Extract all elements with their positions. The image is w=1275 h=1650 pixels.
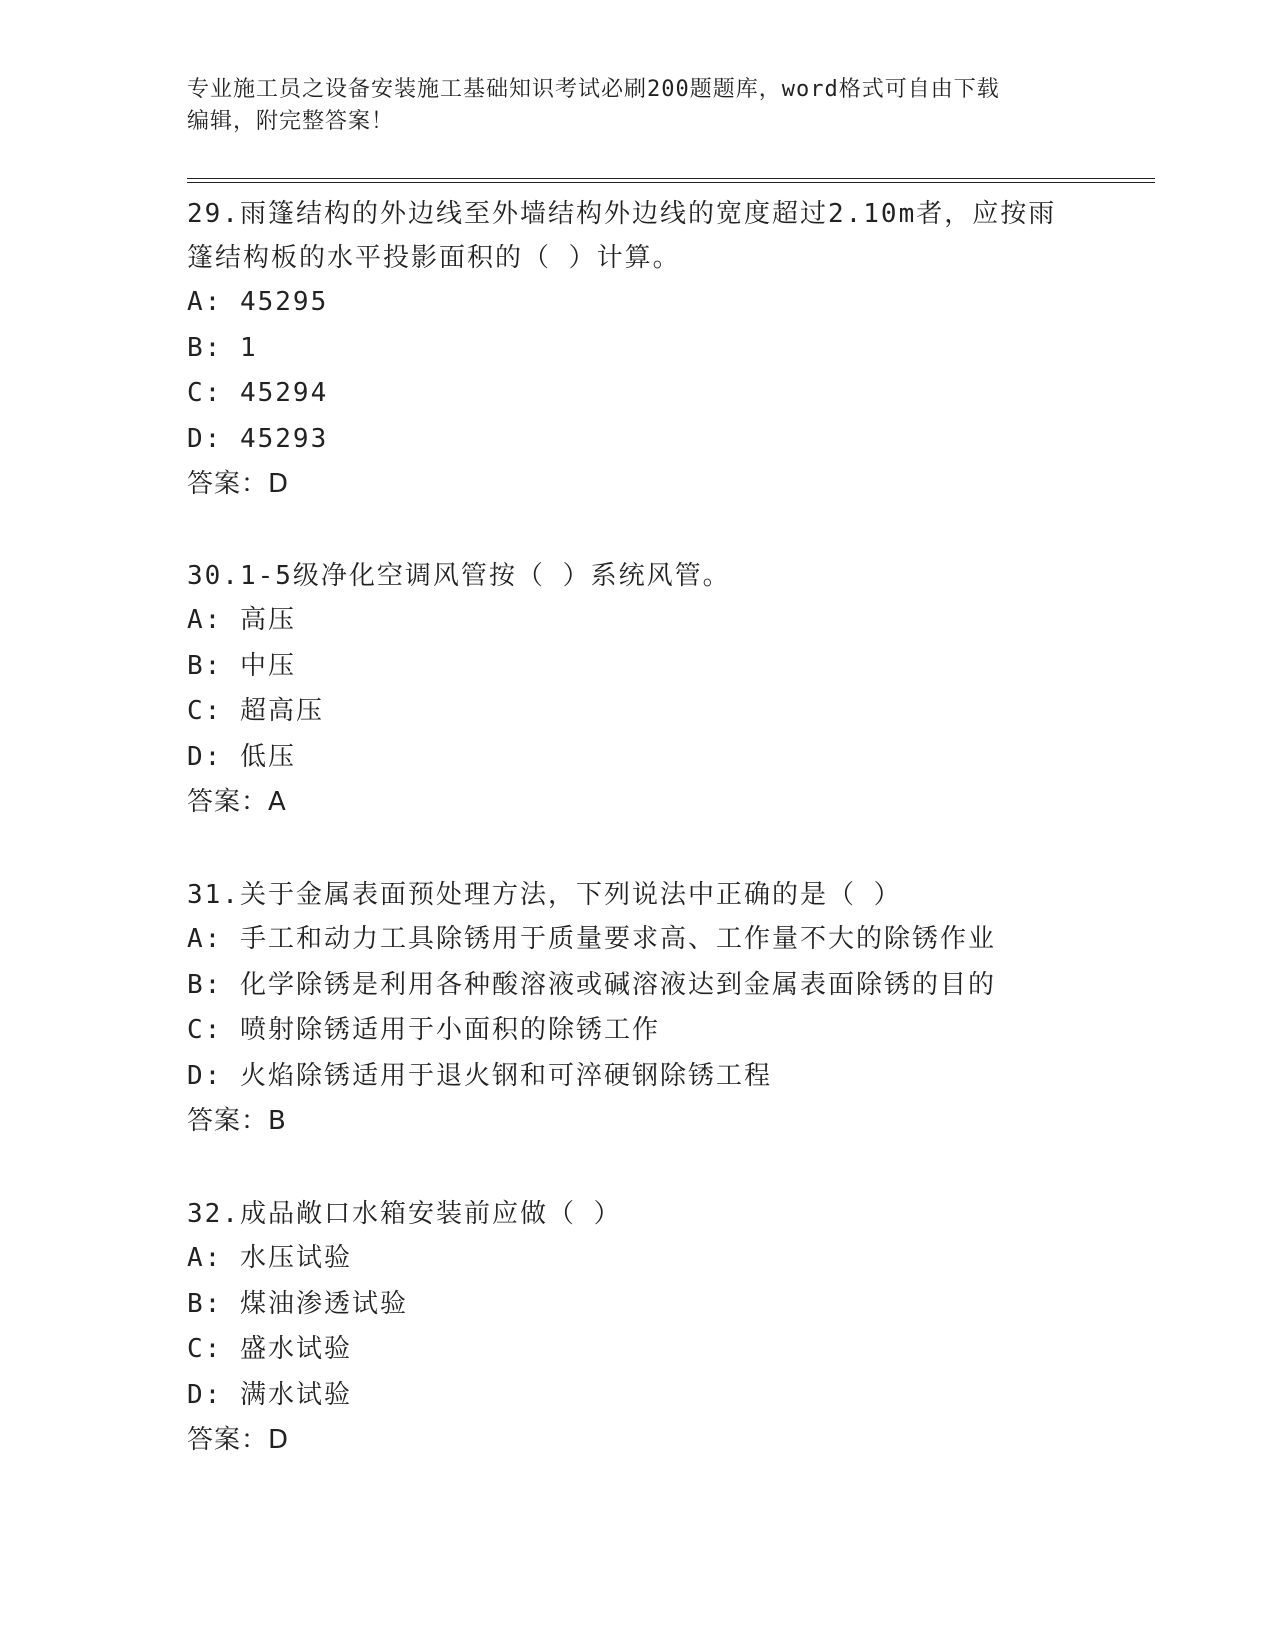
question-text-line-1: 31.关于金属表面预处理方法，下列说法中正确的是（ ） xyxy=(187,880,902,910)
question-text-line-1: 29.雨篷结构的外边线至外墙结构外边线的宽度超过2.10m者，应按雨 xyxy=(187,199,1057,229)
question-text xyxy=(187,1192,1087,1236)
option-d: D: 火焰除锈适用于退火钢和可淬硬钢除锈工程 xyxy=(187,1060,772,1091)
document-header xyxy=(187,74,1087,138)
header-line-1: 专业施工员之设备安装施工基础知识考试必刷200题题库，word格式可自由下载 xyxy=(187,77,1000,102)
option-b: B: 煤油渗透试验 xyxy=(187,1288,408,1319)
answer: 答案：B xyxy=(187,1106,287,1136)
question-text-line-1: 32.成品敞口水箱安装前应做（ ） xyxy=(187,1199,622,1229)
question-30 xyxy=(187,554,1087,826)
option-a: A: 45295 xyxy=(187,287,329,317)
question-text xyxy=(187,554,1087,598)
option-a: A: 手工和动力工具除锈用于质量要求高、工作量不大的除锈作业 xyxy=(187,924,996,954)
question-32 xyxy=(187,1192,1087,1464)
option-a: A: 高压 xyxy=(187,605,296,635)
answer: 答案：A xyxy=(187,787,287,817)
question-text xyxy=(187,873,1087,917)
answer: 答案：D xyxy=(187,1425,290,1455)
header-divider-top xyxy=(187,178,1155,179)
option-d: D: 45293 xyxy=(187,423,329,454)
question-text-line-1: 30.1-5级净化空调风管按（ ）系统风管。 xyxy=(187,561,731,591)
option-c: C: 喷射除锈适用于小面积的除锈工作 xyxy=(187,1015,660,1045)
question-text-line-2: 篷结构板的水平投影面积的（ ）计算。 xyxy=(187,243,681,273)
header-divider-bottom xyxy=(187,182,1155,183)
option-d: D: 满水试验 xyxy=(187,1379,352,1410)
question-text xyxy=(187,192,1087,280)
option-c: C: 盛水试验 xyxy=(187,1334,352,1364)
option-b: B: 中压 xyxy=(187,650,296,681)
question-31 xyxy=(187,873,1087,1145)
option-b: B: 化学除锈是利用各种酸溶液或碱溶液达到金属表面除锈的目的 xyxy=(187,969,996,1000)
option-c: C: 超高压 xyxy=(187,696,324,726)
question-29 xyxy=(187,192,1087,508)
header-line-2: 编辑，附完整答案！ xyxy=(187,109,395,134)
option-c: C: 45294 xyxy=(187,378,329,408)
answer: 答案：D xyxy=(187,469,290,499)
option-d: D: 低压 xyxy=(187,741,296,772)
option-b: B: 1 xyxy=(187,332,258,363)
option-a: A: 水压试验 xyxy=(187,1243,352,1273)
